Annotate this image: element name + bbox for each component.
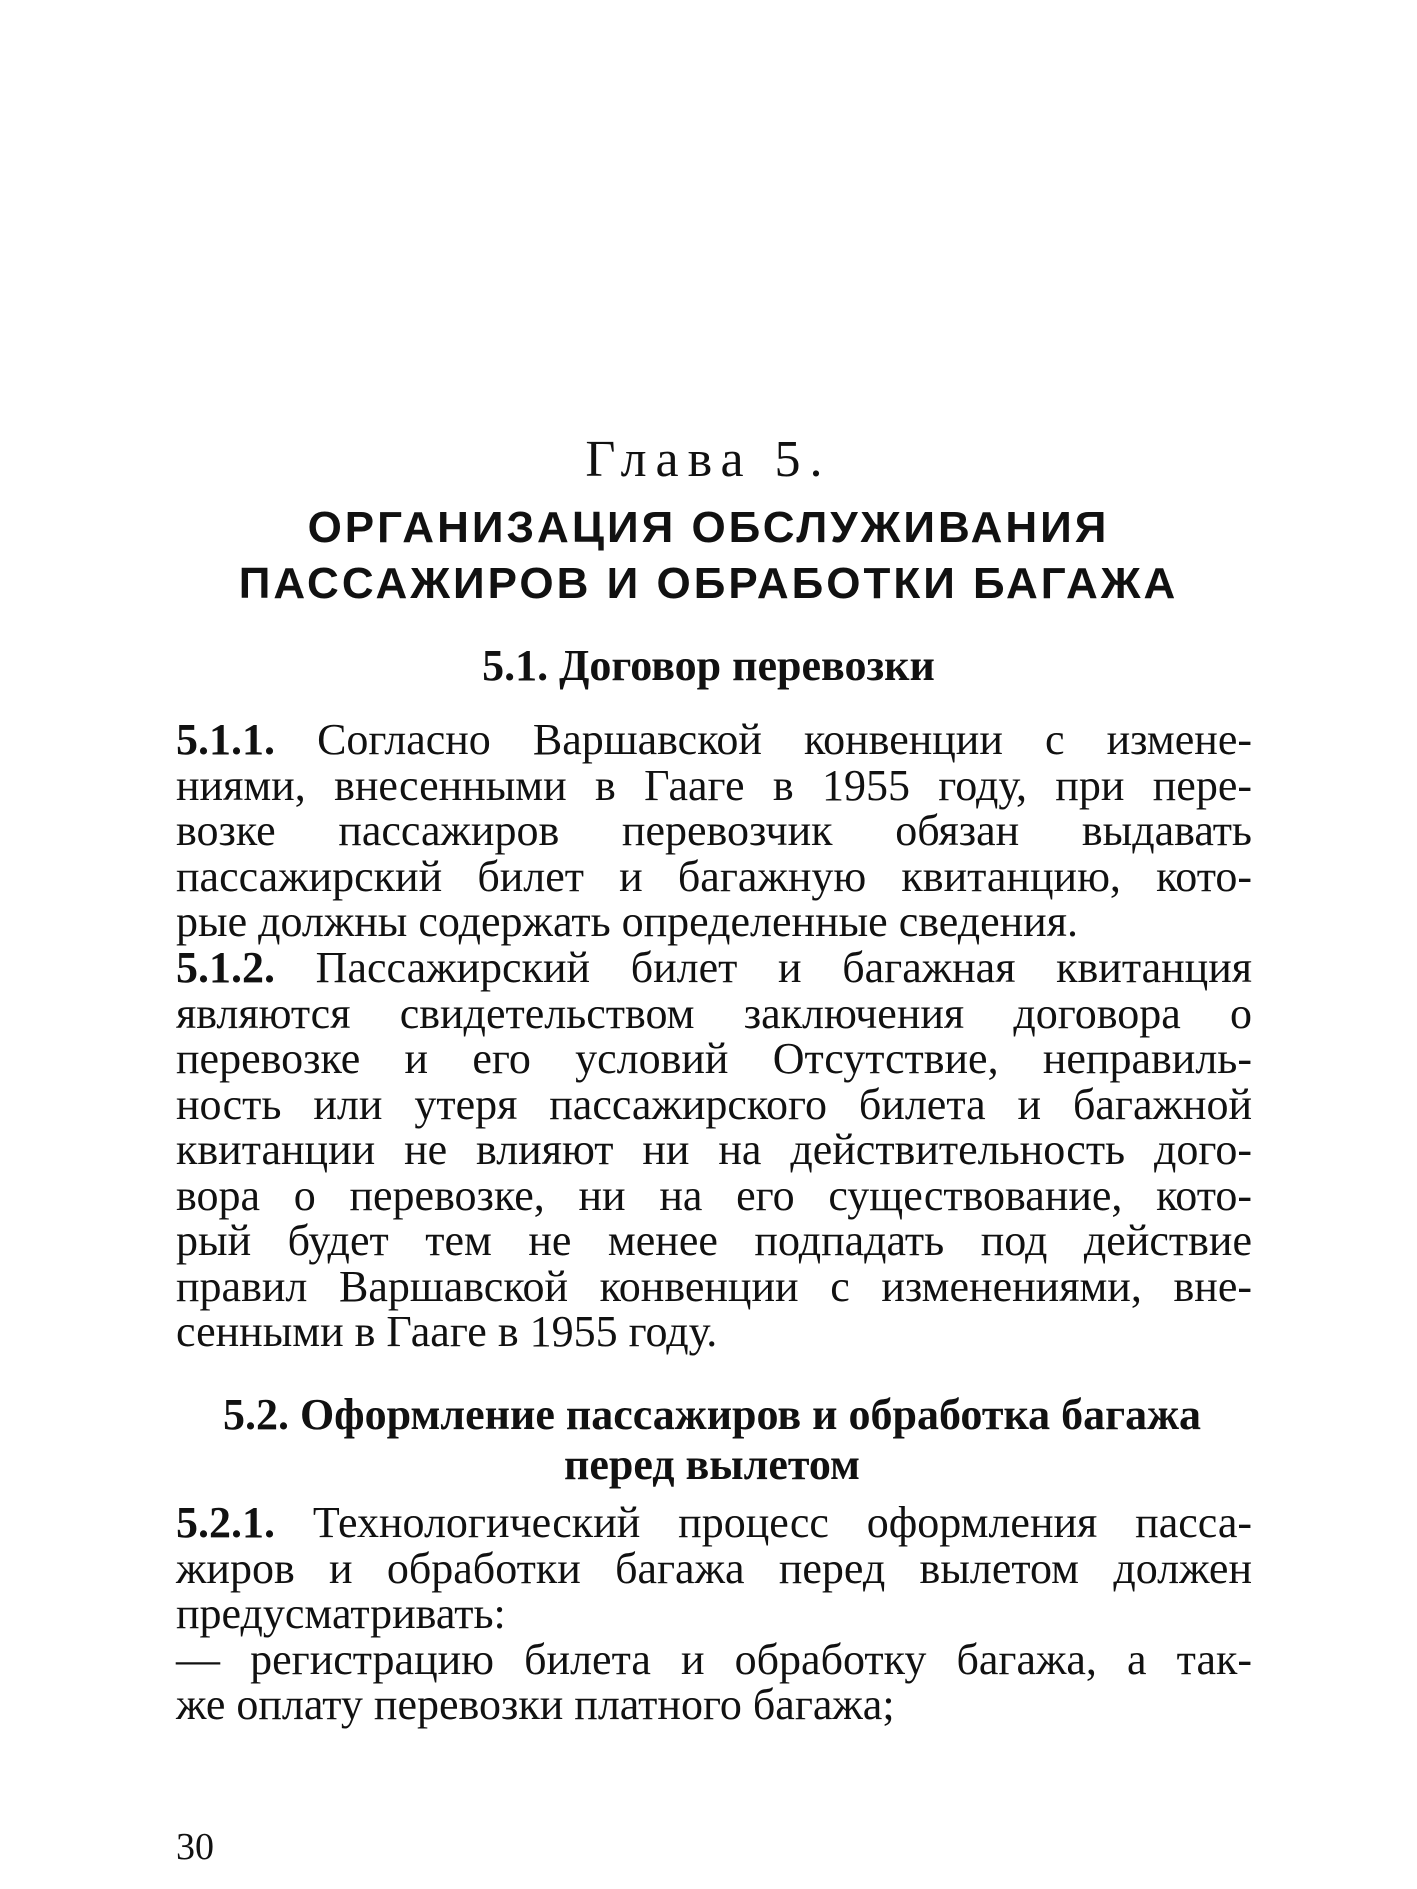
section-title-line-2: перед вылетом xyxy=(563,1440,861,1489)
paragraph-number: 5.2.1. xyxy=(176,1498,275,1547)
paragraph-line: вора о перевозке, ни на его существование, кото- xyxy=(176,1170,1252,1220)
paragraph-line: квитанции не влияют ни на действительность дого- xyxy=(176,1125,1252,1174)
paragraph-line: предусматривать: xyxy=(176,1589,506,1638)
paragraph-line: возке пассажиров перевозчик обязан выдавать xyxy=(176,806,1252,855)
paragraph-5-1-2 xyxy=(176,945,1252,1355)
chapter-title-line-1: ОРГАНИЗАЦИЯ ОБСЛУЖИВАНИЯ xyxy=(307,503,1110,552)
paragraph-line: перевозке и его условий Отсутствие, неправиль- xyxy=(176,1034,1252,1083)
paragraph-line: же оплату перевозки платного багажа; xyxy=(176,1680,895,1729)
paragraph-number: 5.1.2. xyxy=(176,943,275,992)
paragraph-line xyxy=(176,717,1252,763)
paragraph-5-2-1 xyxy=(176,1500,1252,1728)
chapter-label: Глава 5. xyxy=(585,431,832,488)
paragraph-line: ниями, внесенными в Гааге в 1955 году, при пере- xyxy=(176,760,1252,810)
paragraph-5-1-1 xyxy=(176,717,1252,945)
paragraph-number: 5.1.1. xyxy=(176,715,275,764)
paragraph-line: являются свидетельством заключения договора о xyxy=(176,988,1252,1038)
paragraph-line: рые должны содержать определенные сведения. xyxy=(176,897,1078,946)
paragraph-line: жиров и обработки багажа перед вылетом должен xyxy=(176,1543,1252,1593)
paragraph-line xyxy=(176,1500,1252,1546)
paragraph-line: правил Варшавской конвенции с изменениями, вне- xyxy=(176,1261,1252,1311)
paragraph-line xyxy=(176,945,1252,991)
line-text: Согласно Варшавской конвенции с измене- xyxy=(275,715,1252,764)
paragraph-line: — регистрацию билета и обработку багажа, а так- xyxy=(176,1634,1252,1684)
paragraph-line: рый будет тем не менее подпадать под действие xyxy=(176,1216,1252,1265)
section-title-5-2 xyxy=(176,1390,1248,1490)
paragraph-line: пассажирский билет и багажную квитанцию, кото- xyxy=(176,851,1252,901)
section-title-line-1: 5.2. Оформление пассажиров и обработка багажа xyxy=(222,1390,1202,1439)
paragraph-line: ность или утеря пассажирского билета и багажной xyxy=(176,1079,1252,1129)
page-number: 30 xyxy=(176,1826,214,1868)
chapter-title xyxy=(0,500,1417,612)
section-title-5-1: 5.1. Договор перевозки xyxy=(482,641,935,690)
chapter-title-line-2: ПАССАЖИРОВ И ОБРАБОТКИ БАГАЖА xyxy=(238,559,1179,608)
line-text: Технологический процесс оформления пасса- xyxy=(275,1498,1252,1547)
line-text: Пассажирский билет и багажная квитанция xyxy=(275,943,1252,992)
paragraph-line: сенными в Гааге в 1955 году. xyxy=(176,1307,718,1356)
